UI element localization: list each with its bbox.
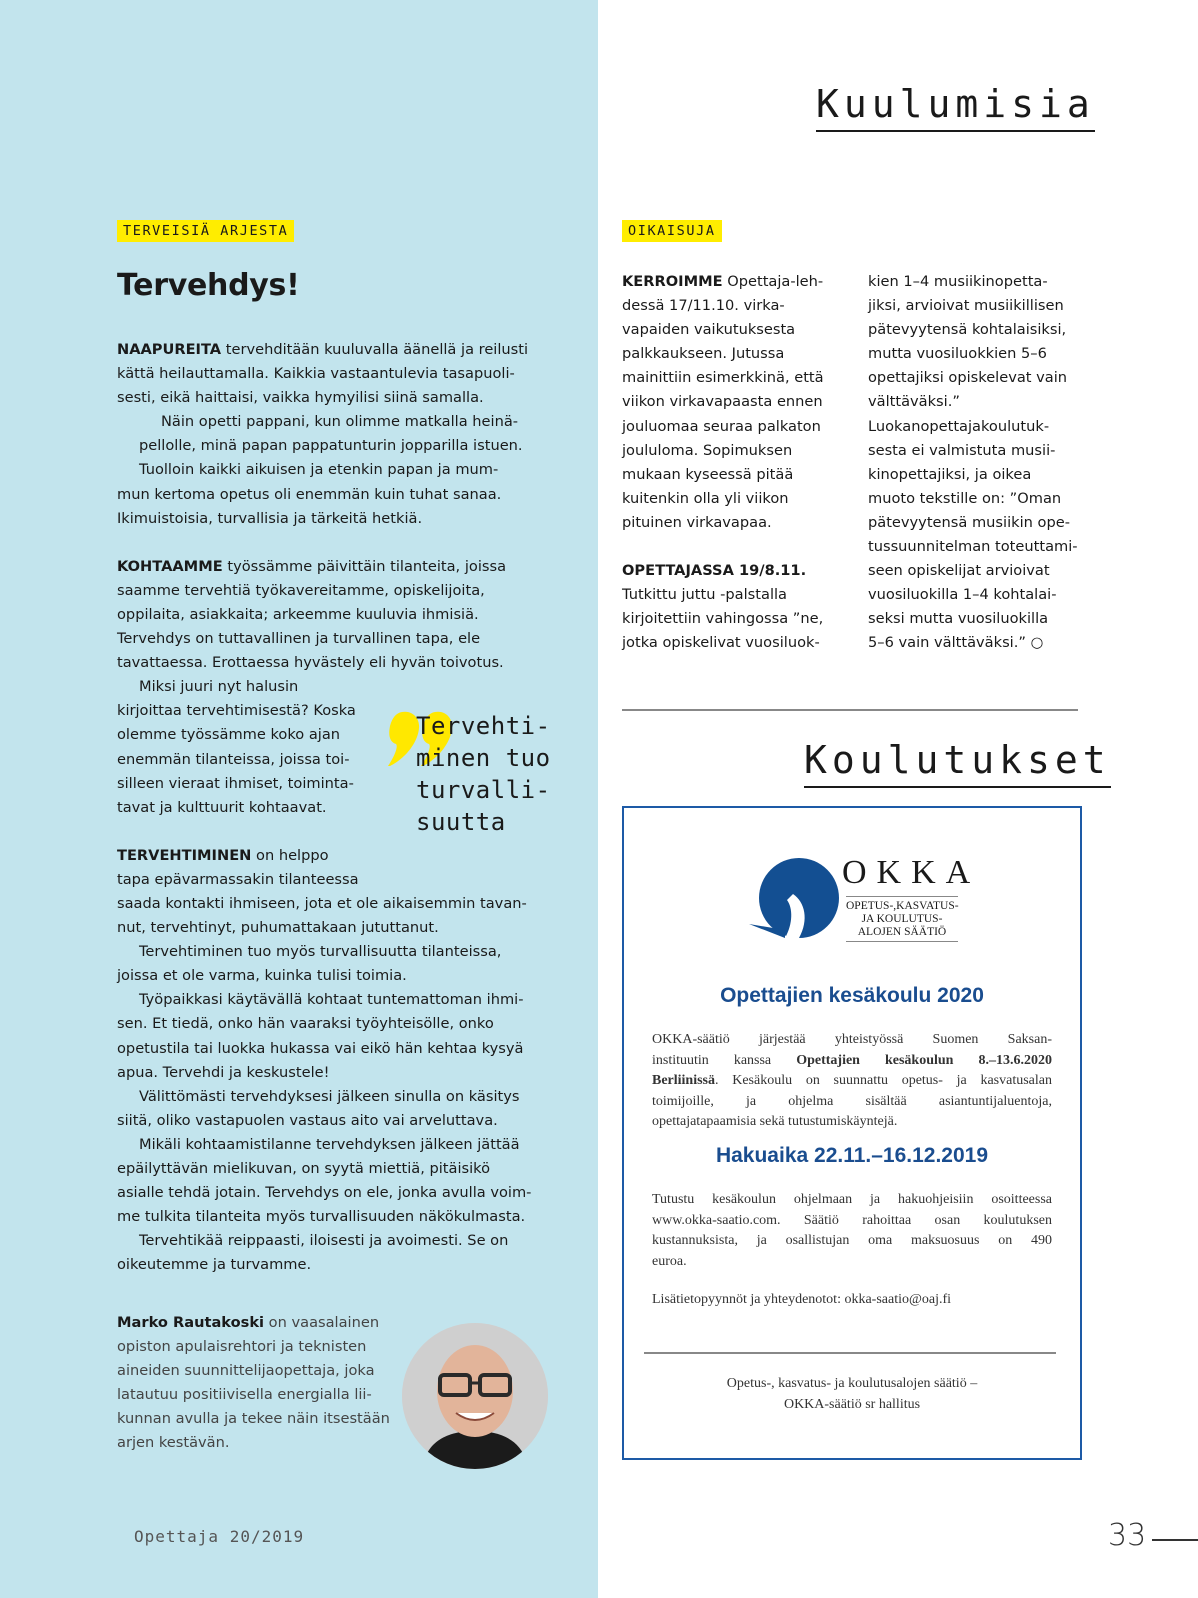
corrections-column-1	[622, 270, 842, 655]
ad-info: Tutustu kesäkoulun ohjelmaan ja hakuohjeisiin osoitteessa www.okka-saatio.com. Säätiö rahoittaa osan koulutuksen kustannuksista, ja osallistujan oma maksuosuus on 490 euroa.	[652, 1192, 1052, 1269]
corrections-column-2: kien 1–4 musiikinopetta- jiksi, arvioivat musiikillisen pätevyytensä kohtalaisiksi, mutta vuosiluokkien 5–6 opettajiksi opiskelevat vain välttäväksi.” Luokanopettajakoulutuk- sesta ei valmistuta musii- kinopettajiksi, ja oikea muoto tekstille on: ”Oman pätevyytensä musiikin ope- tussuunnitelman toteuttami- seen opiskelijat arvioivat vuosiluokilla 1–4 kohtalai- seksi mutta vuosiluokilla 5–6 vain välttäväksi.” ○	[868, 273, 1078, 652]
article-tag: TERVEISIÄ ARJESTA	[117, 220, 294, 242]
article-paragraph: TERVEHTIMINEN on helppo tapa epävarmassakin tilanteessa saada kontakti ihmiseen, jota et ole aikaisemmin tavan- nut, tervehtinyt, puhumattakaan jututtanut.	[117, 846, 527, 937]
section-divider	[622, 709, 1078, 711]
application-period: Hakuaika 22.11.–16.12.2019	[715, 1144, 989, 1167]
pull-quote-line: minen tuo	[416, 744, 551, 772]
ad-footer-rule	[644, 1352, 1056, 1354]
paragraph-lead: KERROIMME	[622, 273, 723, 290]
ad-footer: Opetus-, kasvatus- ja koulutusalojen säätiö – OKKA-säätiö sr hallitus	[726, 1376, 978, 1412]
article-paragraph: Mikäli kohtaamistilanne tervehdyksen jälkeen jättää epäilyttävän mielikuvan, on syytä miettiä, pitäisikö asialle tehdä jotain. Tervehdys on ele, jonka avulla voim- me tulkita tilanteita myös turvallisuuden näkökulmasta.	[117, 1135, 532, 1226]
okka-advertisement	[622, 806, 1082, 1460]
ad-contact: Lisätietopyynnöt ja yhteydenotot: okka-saatio@oaj.fi	[652, 1292, 952, 1307]
okka-logo-icon	[749, 858, 839, 940]
article-paragraph: Työpaikkasi käytävällä kohtaat tuntemattoman ihmi- sen. Et tiedä, onko hän vaaraksi työyhteisölle, onko opetustila tai luokka hukassa vai eikö hän kehtaa kysyä apua. Tervehdi ja keskustele!	[117, 991, 524, 1081]
author-photo-icon	[402, 1323, 548, 1469]
article-title: Tervehdys!	[117, 268, 300, 303]
article-paragraph: Tuolloin kaikki aikuisen ja etenkin papan ja mum- mun kertoma opetus oli enemmän kuin tuhat sanaa. Ikimuistoisia, turvallisia ja tärkeitä hetkiä.	[117, 461, 502, 527]
pull-quote-line: turvalli-	[416, 776, 551, 804]
article-paragraph: NAAPUREITA tervehditään kuuluvalla äänellä ja reilusti kättä heilauttamalla. Kaikkia vastaantulevia tasapuoli- sesti, eikä haittaisi, vaikka hymyilisi siinä samalla.	[117, 341, 529, 407]
article-paragraph: Näin opetti pappani, kun olimme matkalla heinä- pellolle, minä papan pappatunturin jopparilla istuen.	[139, 413, 523, 455]
correction-paragraph: OPETTAJASSA 19/8.11. Tutkittu juttu -palstalla kirjoitettiin vahingossa ”ne, jotka opiskelivat vuosiluok-	[622, 559, 842, 655]
article-paragraph: Tervehtikää reippaasti, iloisesti ja avoimesti. Se on oikeutemme ja turvamme.	[117, 1232, 509, 1274]
okka-logo-subtitle: OPETUS-,KASVATUS- JA KOULUTUS- ALOJEN SÄÄTIÖ	[846, 900, 959, 938]
article-paragraph: Välittömästi tervehdyksesi jälkeen sinulla on käsitys siitä, oliko vastapuolen vastaus aito vai arveluttava.	[117, 1087, 520, 1129]
article-paragraph: KOHTAAMME työssämme päivittäin tilanteita, joissa saamme tervehtiä työkavereitamme, opiskelijoita, oppilaita, asiakkaita; arkeemme kuuluvia ihmisiä. Tervehdys on tuttavallinen ja turvallinen tapa, ele tavattaessa. Erottaessa hyvästely eli hyvän toivotus.	[117, 557, 507, 672]
article-paragraph: Miksi juuri nyt halusin kirjoittaa tervehtimisestä? Koska olemme työssämme koko ajan enemmän tilanteissa, joissa toi- silleen vieraat ihmiset, toiminta- tavat ja kulttuurit kohtaavat.	[117, 678, 356, 816]
article-paragraph: Tervehtiminen tuo myös turvallisuutta tilanteissa, joissa et ole varma, kuinka tulisi toimia.	[117, 943, 502, 985]
author-bio: Marko Rautakoski on vaasalainen opiston apulaisrehtori ja teknisten aineiden suunnittelijaopettaja, joka latautuu positiivisella energialla lii- kunnan avulla ja tekee näin itsestään arjen kestävän.	[117, 1314, 390, 1451]
ad-heading: Opettajien kesäkoulu 2020	[720, 984, 984, 1007]
author-name: Marko Rautakoski	[117, 1314, 265, 1331]
pull-quote-line: Tervehti-	[416, 712, 551, 740]
paragraph-lead: OPETTAJASSA 19/8.11.	[622, 562, 807, 580]
paragraph-lead: NAAPUREITA	[117, 341, 222, 358]
page-number-rule	[1152, 1539, 1198, 1541]
paragraph-lead: KOHTAAMME	[117, 557, 223, 575]
corrections-tag: OIKAISUJA	[622, 220, 722, 242]
pull-quote-line: suutta	[416, 808, 506, 836]
author-portrait	[402, 1323, 548, 1469]
correction-paragraph: KERROIMME Opettaja-leh- dessä 17/11.10. virka- vapaiden vaikutuksesta palkkaukseen. Jutussa mainittiin esimerkkinä, että viikon virkavapaasta ennen jouluomaa seuraa palkaton joululoma. Sopimuksen mukaan kyseessä pitää kuitenkin olla yli viikon pituinen virkavapaa.	[622, 273, 824, 531]
logo-rule-top	[846, 896, 958, 897]
ad-intro: OKKA-säätiö järjestää yhteistyössä Suomen Saksan- instituutin kanssa Opettajien kesäkoulun 8.–13.6.2020 Berliinissä. Kesäkoulu on suunnattu opetus- ja kasvatusalan toimijoille, ja ohjelma sisältää asiantuntijaluentoja, opettajatapaamisia sekä tutustumiskäyntejä.	[652, 1032, 1052, 1129]
section-title: Kuulumisia	[816, 82, 1095, 132]
page-number: 33	[1108, 1518, 1147, 1553]
okka-logo-wordmark: OKKA	[842, 854, 981, 891]
issue-label: Opettaja 20/2019	[134, 1527, 305, 1546]
paragraph-lead: TERVEHTIMINEN	[117, 846, 252, 864]
trainings-section-title: Koulutukset	[804, 738, 1111, 788]
logo-rule-bottom	[846, 941, 958, 942]
